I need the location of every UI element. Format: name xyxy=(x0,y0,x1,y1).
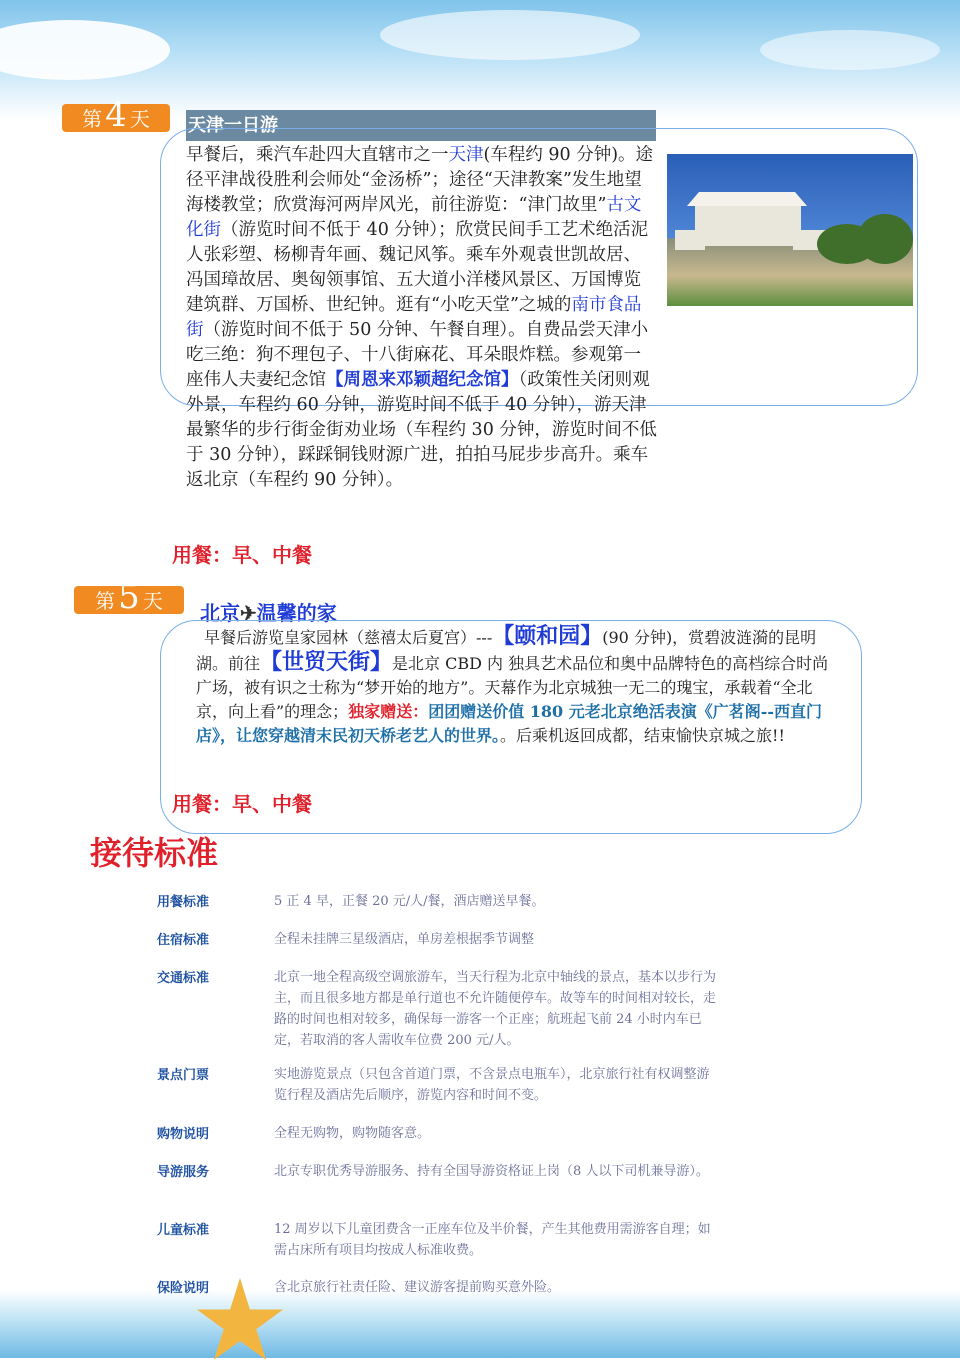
meal-info: 用餐：早、中餐 xyxy=(172,792,312,816)
place-link[interactable]: 古文化街 xyxy=(186,195,642,240)
standard-label: 购物说明 xyxy=(157,1127,210,1142)
standard-label: 用餐标准 xyxy=(157,895,210,910)
day-description: 早餐后游览皇家园林（慈禧太后夏宫）---【颐和园】(90 分钟)，赏碧波涟漪的昆明湖。前往【世贸天街】是北京 CBD 内 独具艺术品位和奥中品牌特色的高档综合时尚广场，被有识之士称为“梦开始的地方”。天幕作为北京城独一无二的瑰宝，承载着“全北京，向上看”的理念；独家赠送：团团赠送价值 180 元老北京绝活表演《广茗阁--西直门店》，让您穿越清末民初天桥老艺人的世界。。后乘机返回成都，结束愉快京城之旅!! xyxy=(196,623,829,745)
standard-text: 全程未挂牌三星级酒店，单房差根据季节调整 xyxy=(274,932,535,947)
standard-text: 全程无购物，购物随客意。 xyxy=(274,1126,431,1141)
place-link[interactable]: 南市食品街 xyxy=(186,295,642,340)
meal-info: 用餐：早、中餐 xyxy=(172,543,312,567)
standard-label: 交通标准 xyxy=(157,971,210,986)
place-link[interactable]: 【周恩来邓颖超纪念馆】 xyxy=(326,370,519,390)
standard-label: 景点门票 xyxy=(157,1068,210,1083)
standard-label: 住宿标准 xyxy=(157,933,210,948)
standard-label: 导游服务 xyxy=(157,1165,210,1180)
section-title: 接待标准 xyxy=(90,834,219,872)
day-badge: 第 4 天 xyxy=(62,104,170,132)
gift-label: 独家赠送： xyxy=(348,702,429,721)
day-description: 早餐后，乘汽车赴四大直辖市之一天津(车程约 90 分钟)。途径平津战役胜利会师处“金汤桥”；途径“天津教案”发生地望海楼教堂；欣赏海河两岸风光，前往游览：“津门故里”古文化街（游览时间不低于 40 分钟）；欣赏民间手工艺术绝活泥人张彩塑、杨柳青年画、魏记风筝。乘车外观袁世凯故居、冯国璋故居、奥匈领事馆、五大道小洋楼风景区、万国博览建筑群、万国桥、世纪钟。逛有“小吃天堂”之城的南市食品街（游览时间不低于 50 分钟、午餐自理）。自费品尝天津小吃三绝：狗不理包子、十八街麻花、耳朵眼炸糕。参观第一座伟人夫妻纪念馆【周恩来邓颖超纪念馆】（政策性关闭则观外景，车程约 60 分钟，游览时间不低于 40 分钟），游天津最繁华的步行街金街劝业场（车程约 30 分钟，游览时间不低于 30 分钟），踩踩铜钱财源广进，拍拍马屁步步高升。乘车返北京（车程约 90 分钟）。 xyxy=(186,145,657,490)
standard-text: 含北京旅行社责任险、建议游客提前购买意外险。 xyxy=(274,1280,561,1295)
place-link[interactable]: 天津 xyxy=(448,145,484,165)
cloud-decoration xyxy=(380,10,640,60)
place-link[interactable]: 【世贸天街】 xyxy=(260,649,393,675)
cloud-decoration xyxy=(760,30,940,70)
standard-label: 儿童标准 xyxy=(157,1223,210,1238)
sea-background xyxy=(0,1290,960,1358)
standard-text: 12 周岁以下儿童团费含一正座车位及半价餐，产生其他费用需游客自理；如需占床所有项目均按成人标准收费。 xyxy=(274,1222,711,1258)
standard-text: 5 正 4 早，正餐 20 元/人/餐，酒店赠送早餐。 xyxy=(274,894,545,909)
airplane-icon: ✈ xyxy=(240,601,257,625)
day-badge: 第 5 天 xyxy=(74,586,184,614)
day-title: 天津一日游 xyxy=(186,110,656,141)
building-photo xyxy=(667,154,913,306)
standard-label: 保险说明 xyxy=(157,1281,210,1296)
standard-text: 北京一地全程高级空调旅游车，当天行程为北京中轴线的景点，基本以步行为主，而且很多地方都是单行道也不允许随便停车。故等车的时间相对较长，走路的时间也相对较多，确保每一游客一个正座；航班起飞前 24 小时内车已定，若取消的客人需收车位费 200 元/人。 xyxy=(274,970,717,1048)
place-link[interactable]: 【颐和园】 xyxy=(492,623,603,649)
day-title: 北京✈温馨的家 xyxy=(200,601,337,625)
standard-text: 北京专职优秀导游服务、持有全国导游资格证上岗（8 人以下司机兼导游）。 xyxy=(274,1164,709,1179)
gift-text: 团团赠送价值 180 元老北京绝活表演《广茗阁--西直门店》，让您穿越清末民初天桥老艺人的世界。 xyxy=(196,702,823,745)
standard-text: 实地游览景点（只包含首道门票，不含景点电瓶车），北京旅行社有权调整游览行程及酒店先后顺序，游览内容和时间不变。 xyxy=(274,1067,710,1103)
